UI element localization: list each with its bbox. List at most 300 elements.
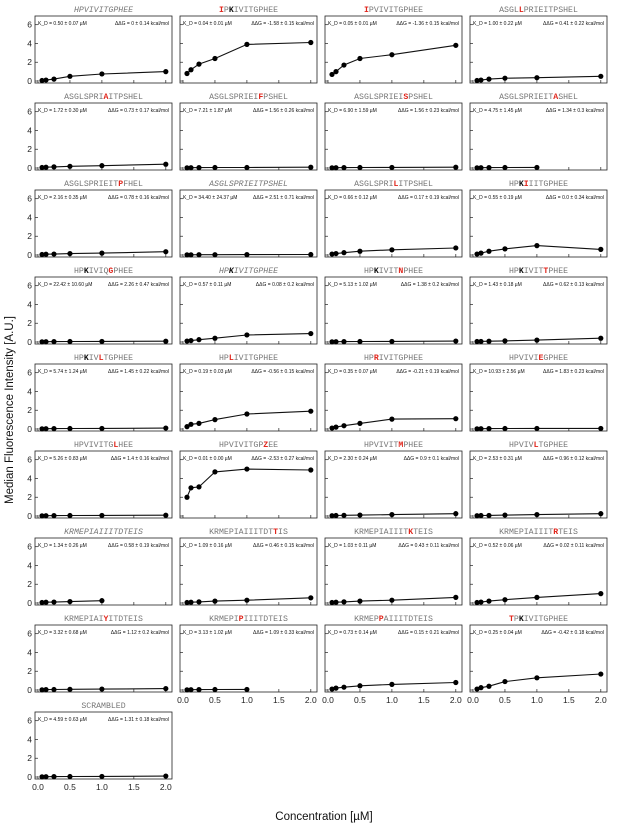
title-residue: E bbox=[248, 180, 254, 189]
ddg-annotation: ΔΔG = -2.53 ± 0.27 kcal/mol bbox=[251, 456, 314, 462]
title-residue: S bbox=[81, 702, 87, 711]
y-tick-label: 0 bbox=[27, 250, 32, 260]
data-point bbox=[333, 69, 338, 74]
title-residue: I bbox=[98, 528, 104, 537]
title-residue: P bbox=[403, 441, 409, 450]
data-point bbox=[308, 40, 313, 45]
title-residue: T bbox=[413, 615, 419, 624]
fit-curve bbox=[332, 45, 456, 74]
title-residue: P bbox=[113, 6, 119, 15]
title-residue: E bbox=[418, 615, 424, 624]
title-residue: I bbox=[253, 615, 259, 624]
title-residue: R bbox=[528, 93, 534, 102]
y-tick-label: 6 bbox=[27, 193, 32, 204]
panel-title bbox=[81, 702, 125, 711]
title-residue: E bbox=[413, 267, 419, 276]
title-residue: K bbox=[354, 528, 360, 537]
ddg-annotation: ΔΔG = 0.02 ± 0.11 kcal/mol bbox=[543, 543, 604, 549]
data-point bbox=[163, 686, 168, 691]
data-point bbox=[163, 339, 168, 344]
title-residue: T bbox=[258, 528, 264, 537]
title-residue: P bbox=[238, 615, 244, 624]
data-point bbox=[308, 165, 313, 170]
data-point bbox=[502, 165, 507, 170]
title-residue: I bbox=[378, 267, 384, 276]
data-point bbox=[502, 338, 507, 343]
data-point bbox=[244, 411, 249, 416]
ddg-annotation: ΔΔG = -0.21 ± 0.19 kcal/mol bbox=[396, 369, 459, 375]
title-residue: S bbox=[214, 180, 219, 189]
panel bbox=[27, 702, 172, 792]
title-residue: T bbox=[113, 180, 119, 189]
data-point bbox=[67, 164, 72, 169]
panel-title bbox=[64, 180, 143, 189]
data-point bbox=[51, 339, 56, 344]
panel-grid bbox=[27, 6, 607, 792]
title-residue: P bbox=[548, 354, 554, 363]
title-residue: G bbox=[253, 267, 259, 276]
x-tick-label: 0.5 bbox=[499, 695, 511, 705]
title-residue: K bbox=[354, 615, 360, 624]
kd-annotation: K_D = 0.25 ± 0.04 µM bbox=[473, 630, 522, 636]
ddg-annotation: ΔΔG = -0.56 ± 0.15 kcal/mol bbox=[251, 369, 314, 375]
title-residue: E bbox=[563, 180, 569, 189]
title-residue: T bbox=[248, 354, 254, 363]
panel-title bbox=[364, 6, 423, 15]
title-residue: D bbox=[408, 615, 414, 624]
ddg-annotation: ΔΔG = -1.58 ± 0.15 kcal/mol bbox=[251, 21, 314, 27]
title-residue: P bbox=[513, 267, 519, 276]
kd-annotation: K_D = 5.26 ± 0.83 µM bbox=[38, 456, 87, 462]
data-point bbox=[341, 62, 346, 67]
fit-curve bbox=[187, 43, 311, 74]
title-residue: P bbox=[88, 180, 94, 189]
data-point bbox=[99, 774, 104, 779]
kd-annotation: K_D = 0.19 ± 0.03 µM bbox=[183, 369, 232, 375]
data-point bbox=[502, 426, 507, 431]
kd-annotation: K_D = 5.13 ± 1.02 µM bbox=[328, 282, 377, 288]
data-point bbox=[188, 67, 193, 72]
title-residue: E bbox=[128, 528, 134, 537]
title-residue: E bbox=[368, 528, 374, 537]
panel bbox=[470, 528, 607, 605]
title-residue: V bbox=[238, 6, 244, 15]
data-point bbox=[43, 687, 48, 692]
title-residue: S bbox=[413, 93, 419, 102]
data-point bbox=[67, 774, 72, 779]
title-residue: T bbox=[123, 528, 129, 537]
data-point bbox=[212, 469, 217, 474]
x-tick-label: 1.0 bbox=[240, 695, 253, 705]
title-residue: G bbox=[543, 354, 549, 363]
y-tick-label: 0 bbox=[27, 598, 32, 608]
title-residue: H bbox=[563, 93, 569, 102]
panel-title bbox=[219, 6, 278, 15]
title-residue: P bbox=[378, 93, 384, 102]
data-point bbox=[357, 249, 362, 254]
kd-annotation: K_D = 0.73 ± 0.14 µM bbox=[328, 630, 377, 636]
ddg-annotation: ΔΔG = -0.42 ± 0.18 kcal/mol bbox=[541, 630, 604, 636]
panel-title bbox=[354, 93, 433, 102]
title-residue: L bbox=[572, 93, 578, 102]
title-residue: K bbox=[518, 180, 524, 189]
data-point bbox=[333, 513, 338, 518]
data-point bbox=[598, 511, 603, 516]
title-residue: P bbox=[403, 354, 409, 363]
ddg-annotation: ΔΔG = -1.36 ± 0.15 kcal/mol bbox=[396, 21, 459, 27]
data-point bbox=[188, 252, 193, 257]
title-residue: H bbox=[408, 267, 414, 276]
data-point bbox=[453, 595, 458, 600]
title-residue: P bbox=[118, 93, 124, 102]
data-point bbox=[308, 595, 313, 600]
title-residue: I bbox=[363, 6, 369, 15]
title-residue: T bbox=[258, 615, 264, 624]
title-residue: I bbox=[108, 93, 114, 102]
title-residue: I bbox=[378, 441, 384, 450]
y-tick-label: 6 bbox=[27, 454, 32, 465]
title-residue: I bbox=[233, 267, 239, 276]
y-tick-label: 4 bbox=[27, 473, 32, 484]
title-residue: P bbox=[263, 180, 269, 189]
title-residue: T bbox=[403, 615, 409, 624]
title-residue: D bbox=[120, 702, 126, 711]
title-residue: I bbox=[233, 528, 239, 537]
title-residue: G bbox=[253, 441, 259, 450]
title-residue: I bbox=[133, 615, 138, 624]
title-residue: R bbox=[359, 615, 364, 624]
data-point bbox=[212, 165, 217, 170]
title-residue: H bbox=[118, 441, 124, 450]
title-residue: E bbox=[268, 441, 274, 450]
data-point bbox=[389, 417, 394, 422]
y-tick-label: 0 bbox=[27, 685, 32, 695]
data-point bbox=[341, 513, 346, 518]
kd-annotation: K_D = 1.00 ± 0.22 µM bbox=[473, 21, 522, 27]
data-point bbox=[502, 679, 507, 684]
data-point bbox=[43, 774, 48, 779]
title-residue: C bbox=[86, 702, 92, 711]
title-residue: V bbox=[83, 6, 89, 15]
data-point bbox=[308, 252, 313, 257]
title-residue: D bbox=[263, 528, 269, 537]
panel-title bbox=[64, 93, 143, 102]
title-residue: P bbox=[113, 354, 119, 363]
title-residue: T bbox=[508, 615, 514, 624]
title-residue: V bbox=[93, 441, 99, 450]
data-point bbox=[357, 421, 362, 426]
data-point bbox=[188, 600, 193, 605]
title-residue: G bbox=[543, 615, 549, 624]
title-residue: E bbox=[273, 267, 279, 276]
data-point bbox=[51, 687, 56, 692]
panel-title bbox=[364, 267, 423, 276]
title-residue: T bbox=[413, 528, 419, 537]
ddg-annotation: ΔΔG = 1.38 ± 0.2 kcal/mol bbox=[400, 282, 459, 288]
panel bbox=[470, 267, 607, 344]
data-point bbox=[308, 331, 313, 336]
title-residue: H bbox=[73, 6, 79, 15]
title-residue: R bbox=[373, 354, 379, 363]
y-tick-label: 2 bbox=[27, 144, 32, 155]
title-residue: I bbox=[543, 93, 549, 102]
title-residue: R bbox=[238, 180, 244, 189]
panel bbox=[325, 528, 462, 605]
y-tick-label: 2 bbox=[27, 57, 32, 68]
panel bbox=[325, 6, 462, 83]
title-residue: S bbox=[268, 93, 274, 102]
title-residue: I bbox=[533, 267, 539, 276]
data-point bbox=[212, 599, 217, 604]
title-residue: H bbox=[273, 180, 279, 189]
data-point bbox=[534, 426, 539, 431]
y-tick-label: 2 bbox=[27, 492, 32, 503]
panel bbox=[470, 180, 607, 257]
data-point bbox=[389, 165, 394, 170]
title-residue: T bbox=[123, 615, 129, 624]
title-residue: P bbox=[223, 6, 229, 15]
x-axis-label: Concentration [µM] bbox=[275, 811, 373, 823]
data-point bbox=[341, 339, 346, 344]
y-tick-label: 4 bbox=[27, 386, 32, 397]
title-residue: E bbox=[393, 93, 399, 102]
title-residue: I bbox=[533, 93, 539, 102]
kd-annotation: K_D = 2.53 ± 0.31 µM bbox=[473, 456, 522, 462]
title-residue: I bbox=[523, 267, 529, 276]
title-residue: S bbox=[282, 528, 288, 537]
ddg-annotation: ΔΔG = 1.56 ± 0.26 kcal/mol bbox=[253, 108, 314, 114]
data-point bbox=[453, 245, 458, 250]
x-tick-label: 2.0 bbox=[159, 782, 172, 792]
title-residue: G bbox=[363, 93, 369, 102]
title-residue: I bbox=[398, 615, 404, 624]
panel-title bbox=[208, 180, 288, 189]
title-residue: S bbox=[83, 93, 89, 102]
title-residue: I bbox=[253, 528, 259, 537]
title-residue: T bbox=[113, 615, 119, 624]
title-residue: P bbox=[228, 528, 234, 537]
data-point bbox=[389, 512, 394, 517]
title-residue: S bbox=[268, 180, 274, 189]
title-residue: V bbox=[518, 441, 524, 450]
data-point bbox=[598, 74, 603, 79]
data-point bbox=[67, 687, 72, 692]
panel bbox=[27, 528, 172, 608]
title-residue: E bbox=[538, 93, 544, 102]
title-residue: H bbox=[118, 354, 124, 363]
title-residue: E bbox=[538, 6, 544, 15]
title-residue: I bbox=[243, 93, 249, 102]
kd-annotation: K_D = 1.09 ± 0.16 µM bbox=[183, 543, 232, 549]
title-residue: T bbox=[538, 441, 544, 450]
panel bbox=[322, 615, 462, 705]
data-point bbox=[188, 165, 193, 170]
title-residue: I bbox=[378, 6, 384, 15]
x-tick-label: 2.0 bbox=[304, 695, 317, 705]
data-point bbox=[598, 591, 603, 596]
title-residue: H bbox=[563, 6, 569, 15]
title-residue: T bbox=[548, 528, 554, 537]
y-tick-label: 6 bbox=[27, 715, 32, 726]
title-residue: L bbox=[223, 93, 229, 102]
panel bbox=[470, 6, 607, 83]
title-residue: I bbox=[533, 615, 539, 624]
title-residue: M bbox=[218, 528, 224, 537]
y-tick-label: 2 bbox=[27, 231, 32, 242]
panel-title bbox=[74, 6, 133, 15]
y-tick-label: 0 bbox=[27, 424, 32, 434]
data-point bbox=[486, 684, 491, 689]
title-residue: E bbox=[558, 180, 564, 189]
title-residue: P bbox=[548, 180, 554, 189]
title-residue: Z bbox=[263, 441, 269, 450]
panel bbox=[180, 6, 317, 83]
data-point bbox=[244, 466, 249, 471]
title-residue: L bbox=[223, 180, 229, 189]
title-residue: A bbox=[354, 93, 360, 102]
title-residue: A bbox=[64, 180, 70, 189]
ddg-annotation: ΔΔG = 0.62 ± 0.13 kcal/mol bbox=[543, 282, 604, 288]
title-residue: V bbox=[528, 615, 534, 624]
data-point bbox=[99, 686, 104, 691]
title-residue: E bbox=[115, 702, 121, 711]
title-residue: T bbox=[248, 267, 254, 276]
title-residue: I bbox=[388, 441, 394, 450]
ddg-annotation: ΔΔG = 0.73 ± 0.17 kcal/mol bbox=[108, 108, 169, 114]
title-residue: I bbox=[103, 528, 109, 537]
data-point bbox=[453, 511, 458, 516]
title-residue: D bbox=[118, 528, 124, 537]
data-point bbox=[478, 165, 483, 170]
title-residue: T bbox=[103, 6, 109, 15]
title-residue: T bbox=[548, 93, 554, 102]
title-residue: A bbox=[209, 180, 215, 189]
title-residue: I bbox=[388, 180, 394, 189]
data-point bbox=[333, 339, 338, 344]
data-point bbox=[357, 339, 362, 344]
title-residue: H bbox=[508, 180, 514, 189]
title-residue: H bbox=[263, 267, 269, 276]
title-residue: M bbox=[73, 615, 79, 624]
title-residue: A bbox=[528, 528, 534, 537]
data-point bbox=[453, 416, 458, 421]
data-point bbox=[212, 56, 217, 61]
data-point bbox=[333, 251, 338, 256]
title-residue: S bbox=[427, 528, 433, 537]
kd-annotation: K_D = 4.75 ± 1.45 µM bbox=[473, 108, 522, 114]
title-residue: K bbox=[209, 528, 215, 537]
title-residue: S bbox=[69, 93, 74, 102]
title-residue: I bbox=[243, 6, 249, 15]
kd-annotation: K_D = 34.40 ± 24.37 µM bbox=[183, 195, 238, 201]
data-point bbox=[486, 599, 491, 604]
title-residue: L bbox=[393, 180, 399, 189]
panel bbox=[180, 180, 317, 257]
title-residue: P bbox=[403, 6, 409, 15]
panel bbox=[27, 354, 172, 434]
title-residue: H bbox=[73, 441, 79, 450]
x-tick-label: 1.5 bbox=[272, 695, 285, 705]
title-residue: K bbox=[64, 528, 70, 537]
title-residue: G bbox=[73, 180, 79, 189]
data-point bbox=[357, 56, 362, 61]
panel bbox=[470, 354, 607, 431]
title-residue: I bbox=[538, 528, 544, 537]
title-residue: Q bbox=[103, 267, 109, 276]
title-residue: P bbox=[78, 267, 84, 276]
title-residue: M bbox=[101, 702, 106, 711]
kd-annotation: K_D = 0.66 ± 0.12 µM bbox=[328, 195, 377, 201]
title-residue: L bbox=[533, 441, 539, 450]
x-tick-label: 1.5 bbox=[417, 695, 430, 705]
title-residue: I bbox=[248, 615, 254, 624]
kd-annotation: K_D = 10.93 ± 2.56 µM bbox=[473, 369, 525, 375]
panel-title bbox=[509, 615, 568, 624]
data-point bbox=[188, 338, 193, 343]
title-residue: H bbox=[508, 441, 514, 450]
title-residue: T bbox=[393, 6, 399, 15]
title-residue: E bbox=[368, 615, 374, 624]
title-residue: V bbox=[383, 354, 389, 363]
title-residue: H bbox=[263, 6, 269, 15]
data-point bbox=[163, 773, 168, 778]
data-point bbox=[196, 337, 201, 342]
data-point bbox=[478, 426, 483, 431]
data-point bbox=[196, 165, 201, 170]
title-residue: E bbox=[413, 6, 419, 15]
panel bbox=[180, 267, 317, 344]
panel bbox=[325, 93, 462, 170]
title-residue: H bbox=[218, 441, 224, 450]
data-point bbox=[502, 512, 507, 517]
data-point bbox=[196, 687, 201, 692]
title-residue: R bbox=[93, 180, 99, 189]
title-residue: T bbox=[393, 267, 399, 276]
y-tick-label: 0 bbox=[27, 337, 32, 347]
ddg-annotation: ΔΔG = 0.0 ± 0.34 kcal/mol bbox=[545, 195, 604, 201]
title-residue: L bbox=[137, 180, 143, 189]
ddg-annotation: ΔΔG = 1.45 ± 0.22 kcal/mol bbox=[108, 369, 169, 375]
title-residue: I bbox=[233, 441, 239, 450]
panel-title bbox=[209, 615, 288, 624]
title-residue: I bbox=[523, 528, 529, 537]
data-point bbox=[51, 513, 56, 518]
title-residue: I bbox=[398, 180, 404, 189]
data-point bbox=[357, 683, 362, 688]
data-point bbox=[486, 77, 491, 82]
title-residue: H bbox=[408, 354, 414, 363]
title-residue: E bbox=[423, 180, 428, 189]
title-residue: I bbox=[108, 180, 114, 189]
data-point bbox=[163, 69, 168, 74]
title-residue: V bbox=[528, 354, 534, 363]
title-residue: L bbox=[78, 180, 84, 189]
data-point bbox=[598, 426, 603, 431]
title-residue: T bbox=[113, 528, 119, 537]
title-residue: P bbox=[258, 354, 264, 363]
panel bbox=[325, 354, 462, 431]
data-point bbox=[453, 43, 458, 48]
title-residue: R bbox=[214, 528, 219, 537]
title-residue: K bbox=[209, 615, 215, 624]
title-residue: I bbox=[98, 441, 104, 450]
title-residue: T bbox=[268, 615, 274, 624]
data-point bbox=[308, 467, 313, 472]
y-tick-label: 0 bbox=[27, 163, 32, 173]
title-residue: R bbox=[69, 528, 74, 537]
title-residue: E bbox=[558, 615, 564, 624]
title-residue: T bbox=[403, 180, 409, 189]
